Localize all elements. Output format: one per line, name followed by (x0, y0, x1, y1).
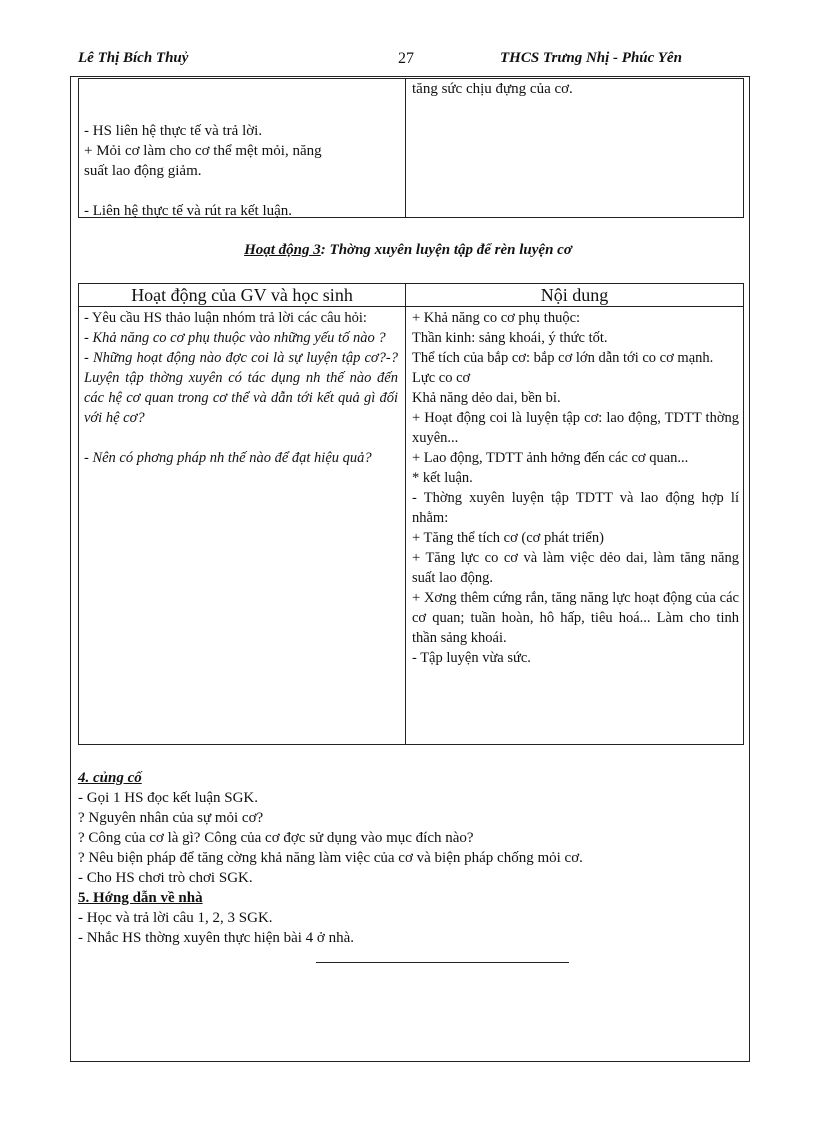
column-divider (405, 79, 406, 217)
left-item-3: - Những hoạt động nào đợc coi là sự luyện tập cơ?-? Luyện tập thờng xuyên có tác dụng nh thế nào đến các hệ cơ quan trong cơ thể và dẫn tới kết quả gì đối với hệ cơ? (84, 350, 398, 426)
left-item-2: - Khả năng co cơ phụ thuộc vào những yếu tố nào ? (84, 330, 386, 346)
top-left-line-1: - HS liên hệ thực tế và trả lời. (84, 123, 263, 139)
activity-label: Hoạt động 3 (244, 242, 321, 258)
section-5-line-2: - Nhắc HS thờng xuyên thực hiện bài 4 ở nhà. (78, 930, 355, 946)
right-item-9: - Thờng xuyên luyện tập TDTT và lao động hợp lí nhằm: (412, 490, 739, 526)
header-author: Lê Thị Bích Thuỷ (78, 50, 189, 66)
right-item-13: - Tập luyện vừa sức. (412, 650, 531, 666)
top-left-line-4: - Liên hệ thực tế và rút ra kết luận. (84, 203, 293, 219)
continued-table (78, 78, 744, 218)
top-left-line-2: + Mỏi cơ làm cho cơ thể mệt mỏi, năng (84, 143, 322, 159)
section-consolidation (78, 768, 583, 948)
right-column (412, 308, 739, 668)
section-4-line-4: ? Nêu biện pháp để tăng cờng khả năng làm việc của cơ và biện pháp chống mỏi cơ. (78, 850, 583, 866)
right-item-1: + Khả năng co cơ phụ thuộc: (412, 310, 581, 326)
right-item-2: Thần kinh: sảng khoái, ý thức tốt. (412, 330, 608, 346)
right-item-10: + Tăng thể tích cơ (cơ phát triển) (412, 530, 604, 546)
right-item-4: Lực co cơ (412, 370, 471, 386)
header-school: THCS Trưng Nhị - Phúc Yên (500, 50, 682, 66)
section-5-title: 5. Hớng dẫn về nhà (78, 890, 203, 906)
activity-table (78, 283, 744, 745)
right-item-3: Thể tích của bắp cơ: bắp cơ lớn dẫn tới co cơ mạnh. (412, 350, 714, 366)
activity-title: : Thờng xuyên luyện tập để rèn luyện cơ (320, 242, 572, 258)
section-5-line-1: - Học và trả lời câu 1, 2, 3 SGK. (78, 910, 273, 926)
right-item-5: Khả năng dẻo dai, bền bỉ. (412, 390, 561, 406)
right-item-7: + Lao động, TDTT ảnh hởng đến các cơ quan... (412, 450, 689, 466)
column-header-activities: Hoạt động của GV và học sinh (131, 285, 353, 305)
section-4-line-5: - Cho HS chơi trò chơi SGK. (78, 870, 253, 886)
section-4-title: 4. củng cố (78, 770, 142, 786)
activity-heading (0, 242, 816, 259)
right-item-8: * kết luận. (412, 470, 473, 486)
column-divider (405, 284, 406, 744)
section-4-line-3: ? Công của cơ là gì? Công của cơ đợc sử dụng vào mục đích nào? (78, 830, 474, 846)
page-number: 27 (398, 50, 414, 67)
section-4-line-1: - Gọi 1 HS đọc kết luận SGK. (78, 790, 258, 806)
right-item-6: + Hoạt động coi là luyện tập cơ: lao động, TDTT thờng xuyên... (412, 410, 739, 446)
header-row-line (79, 306, 743, 307)
right-item-11: + Tăng lực co cơ và làm việc dẻo dai, làm tăng năng suất lao động. (412, 550, 739, 586)
left-item-4: - Nên có phơng pháp nh thế nào để đạt hiệu quả? (84, 450, 372, 466)
end-rule (316, 962, 569, 963)
right-item-12: + Xơng thêm cứng rắn, tăng năng lực hoạt động của các cơ quan; tuần hoàn, hô hấp, tiêu hoá... Làm cho tinh thần sảng khoái. (412, 590, 739, 646)
top-left-line-3: suất lao động giảm. (84, 163, 202, 179)
left-column (84, 308, 398, 468)
left-item-1: - Yêu cầu HS thảo luận nhóm trả lời các câu hỏi: (84, 310, 367, 326)
section-4-line-2: ? Nguyên nhân của sự mỏi cơ? (78, 810, 264, 826)
top-right-line: tăng sức chịu đựng của cơ. (412, 81, 573, 97)
column-header-content: Nội dung (540, 285, 609, 305)
